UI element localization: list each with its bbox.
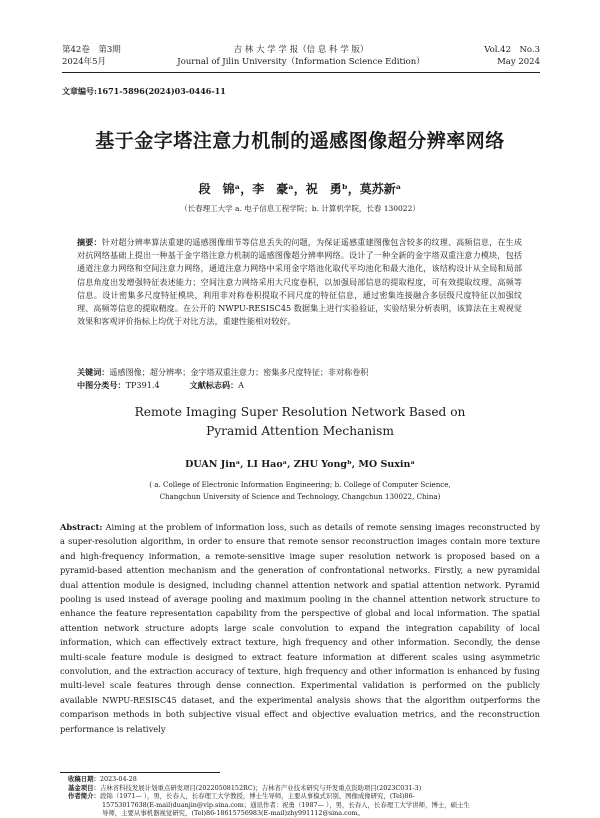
- header-divider: [62, 72, 540, 73]
- article-number: 文章编号:1671-5896(2024)03-0446-11: [62, 86, 226, 96]
- chinese-keywords-label: 关键词：: [77, 367, 110, 377]
- author-bio-line1: 段锦（1971— ），男，长春人，长春理工大学教授，博士生导师，主要从事模式识别、图像成像研究，(Tel)86-: [99, 792, 415, 801]
- english-abstract: [60, 520, 540, 736]
- chinese-abstract-label: 摘要：: [77, 237, 102, 247]
- date-en: May 2024: [497, 57, 540, 67]
- clc-label: 中图分类号：: [77, 380, 126, 390]
- classification-line: [77, 379, 522, 392]
- header-right: [484, 44, 540, 68]
- fund-label: 基金项目：: [68, 783, 100, 792]
- footnote-divider: [60, 772, 220, 773]
- doc-code-value: A: [238, 380, 245, 390]
- journal-name-en: Journal of Jilin University（Information Science Edition）: [177, 57, 425, 67]
- fund-info: [68, 784, 544, 793]
- author-bio-label: 作者简介：: [68, 792, 100, 801]
- clc-value: TP391.4: [125, 380, 160, 390]
- chinese-affiliation: （长春理工大学 a. 电子信息工程学院；b. 计算机学院，长春 130022）: [180, 204, 420, 213]
- english-affiliation-line2: Changchun University of Science and Technology, Changchun 130022, China): [159, 492, 441, 501]
- received-label: 收稿日期：: [68, 775, 100, 783]
- english-title-line2: Pyramid Attention Mechanism: [206, 424, 394, 438]
- volume-cn: 第42卷 第3期: [62, 45, 121, 55]
- header-center: [62, 44, 540, 68]
- english-title: [0, 403, 600, 441]
- journal-header: [62, 44, 540, 74]
- fund-value: 吉林省科技发展计划重点研发项目(20220508152RC)；吉林省产业技术研究与开发重点资助项目(2023C031-3): [99, 783, 422, 792]
- chinese-abstract-text: 针对超分辨率算法重建的遥感图像细节等信息丢失的问题，为保证遥感重建图像包含较多的纹理、高频信息，在生成对抗网络基础上提出一种基于金字塔注意力机制的遥感图像超分辨率网络。设计了一种全新的金字塔双重注意力模块，包括通道注意力网络和空间注意力网络，通道注意力网络中采用金字塔池化取代平均池化和最大池化，该结构设计从全局和局部信息角度出发增强特征表述能力；空间注意力网络采用大尺度卷积，以加强局部信息的提取程度，可有效提取纹理、高频等信息。设计密集多尺度特征模块，利用非对称卷积提取不同尺度的特征信息，通过密集连接融合多层级尺度特征以加强纹理、高频等信息的提取精度。在公开的 NWPU-RESISC45 数据集上进行实验验证，实验结果分析表明，该算法在主观视觉效果和客观评价指标上均优于对比方法，重建性能相对较好。: [77, 237, 522, 327]
- chinese-title: 基于金字塔注意力机制的遥感图像超分辨率网络: [95, 130, 505, 152]
- author-bio: [68, 792, 544, 801]
- date-cn: 2024年5月: [62, 57, 107, 67]
- received-date: [68, 775, 544, 784]
- volume-en: Vol.42 No.3: [484, 45, 540, 55]
- english-abstract-text: Aiming at the problem of information loss, such as details of remote sensing images reconstructed by a super-resolution algorithm, in order to ensure that remote sensor reconstruction images contain more texture and high-frequency information, a remote-sensitive image super resolution network is proposed based on a pyramid-based attention mechanism and the generation of confrontational networks. Firstly, a new pyramidal dual attention module is designed, including channel attention network and spatial attention network. Pyramid pooling is used instead of average pooling and maximum pooling in the channel attention network structure to enhance the feature representation capability from the perspective of global and local information. The spatial attention network structure adopts large scale convolution to expand the integration capability of local information, which can effectively extract texture, high frequency and other information. Secondly, the dense multi-scale feature module is designed to extract feature information at different scales using asymmetric convolution, and the extraction accuracy of texture, high frequency and other information is enhanced by fusing multi-level scale features through dense connection. Experimental validation is performed on the publicly available NWPU-RESISC45 dataset, and the experimental analysis shows that the algorithm outperforms the comparison methods in both subjective visual effect and objective evaluation metrics, and the reconstruction performance is relatively: [60, 522, 541, 734]
- doc-code-label: 文献标志码：: [189, 380, 239, 390]
- chinese-keywords-text: 遥感图像；超分辨率；金字塔双重注意力；密集多尺度特征；非对称卷积: [109, 367, 369, 377]
- chinese-keywords: [77, 366, 522, 379]
- received-value: 2023-04-28: [99, 775, 137, 783]
- english-affiliation-line1: ( a. College of Electronic Information Engineering; b. College of Computer Science,: [149, 480, 451, 489]
- english-authors: DUAN Jinᵃ, LI Haoᵃ, ZHU Yongᵇ, MO Suxinᵃ: [185, 459, 415, 470]
- chinese-authors: 段 锦ᵃ，李 豪ᵃ，祝 勇ᵇ，莫苏新ᵃ: [198, 182, 402, 196]
- english-title-line1: Remote Imaging Super Resolution Network Based on: [134, 405, 466, 419]
- footnotes: [68, 775, 544, 818]
- author-bio-line3: 导师，主要从事机器视觉研究，(Tel)86-18615756983(E-mail)zhy991112@sina.com。: [102, 809, 364, 818]
- author-bio-line2: 15753017638(E-mail)duanjin@vip.sina.com；通讯作者：祝勇（1987— ），男，长春人，长春理工大学讲师，博士，硕士生: [102, 800, 470, 809]
- english-abstract-label: Abstract:: [60, 522, 103, 532]
- journal-name-cn: 吉 林 大 学 学 报（信 息 科 学 版）: [233, 45, 369, 55]
- chinese-abstract: [77, 236, 522, 328]
- english-affiliation: [0, 479, 600, 503]
